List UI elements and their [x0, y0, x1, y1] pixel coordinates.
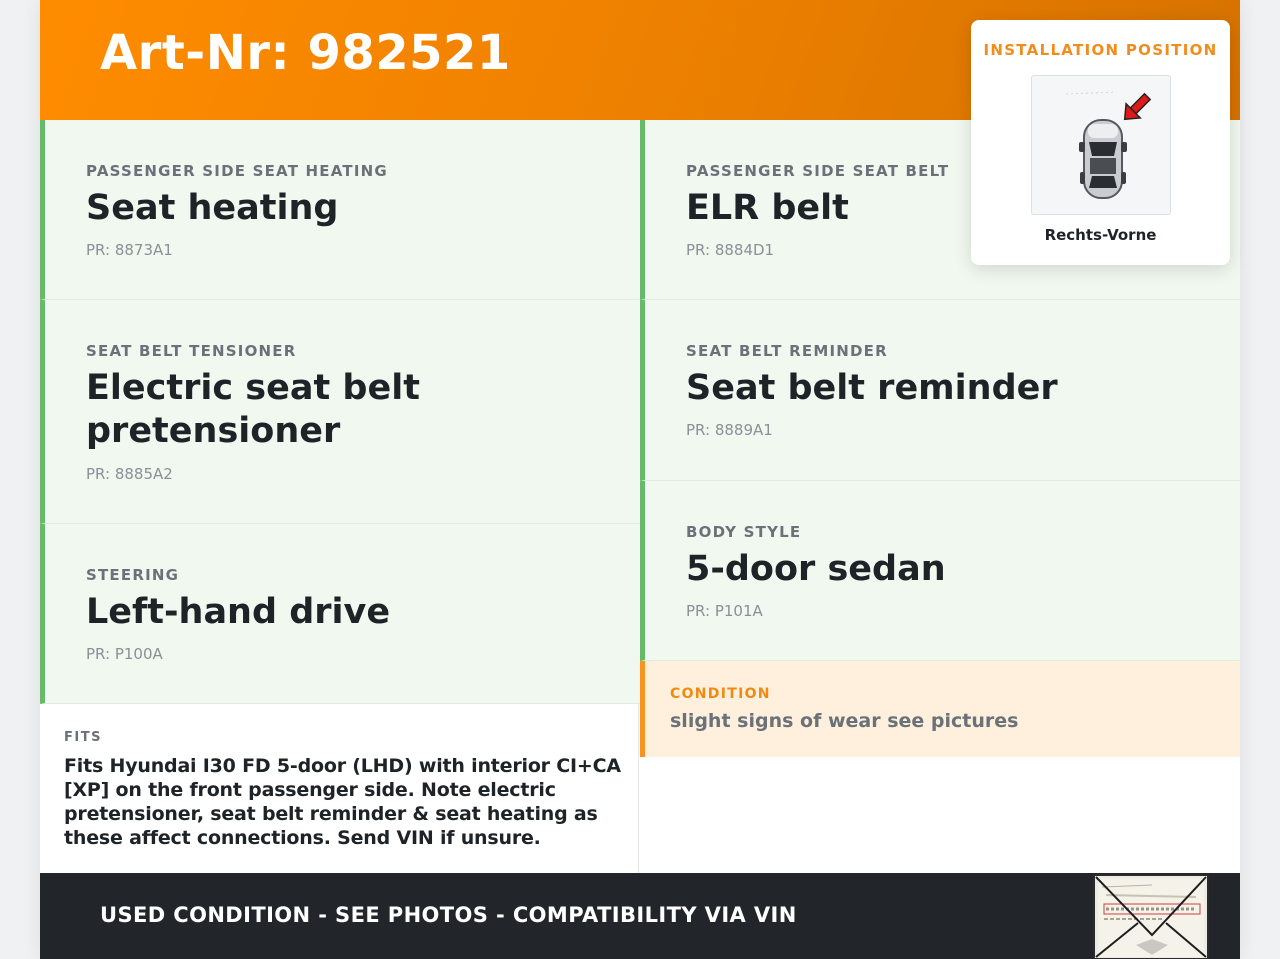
feature-value: Left-hand drive: [86, 592, 391, 632]
footer-text: USED CONDITION - SEE PHOTOS - COMPATIBILITY VIA VIN: [100, 903, 797, 927]
feature-label: SEAT BELT REMINDER: [686, 342, 888, 360]
vin-document-thumbnail: [1092, 873, 1210, 959]
fits-label: FITS: [64, 730, 102, 745]
feature-value: Electric seat belt pretensioner: [86, 368, 420, 451]
fits-text: Fits Hyundai I30 FD 5-door (LHD) with interior CI+CA [XP] on the front passenger side. Note electric pretensioner, seat belt reminder & seat heating as these affect connections. Send VIN if unsure.: [64, 755, 621, 849]
installation-title: INSTALLATION POSITION: [983, 41, 1218, 59]
feature-card-seat-heating: [40, 120, 640, 300]
condition-label: CONDITION: [670, 686, 771, 702]
fits-section: [40, 704, 639, 873]
condition-text: slight signs of wear see pictures: [670, 710, 1019, 732]
vin-envelope-icon: [1092, 873, 1210, 959]
feature-card-seat-belt-tensioner: [40, 300, 640, 524]
feature-label: BODY STYLE: [686, 523, 802, 541]
feature-value: 5-door sedan: [686, 549, 946, 589]
installation-image: [1031, 75, 1171, 215]
installation-caption: Rechts-Vorne: [1044, 226, 1157, 244]
feature-value: Seat belt reminder: [686, 368, 1058, 408]
feature-card-seat-belt-reminder: [640, 300, 1240, 481]
feature-pr-code: PR: 8884D1: [686, 241, 775, 259]
feature-pr-code: PR: P101A: [686, 602, 763, 620]
feature-value: ELR belt: [686, 188, 849, 228]
feature-label: STEERING: [86, 566, 180, 584]
feature-label: SEAT BELT TENSIONER: [86, 342, 297, 360]
car-top-view-icon: [1032, 76, 1170, 214]
installation-position-panel: [971, 20, 1230, 265]
feature-pr-code: PR: P100A: [86, 645, 163, 663]
feature-pr-code: PR: 8873A1: [86, 241, 173, 259]
feature-pr-code: PR: 8885A2: [86, 465, 173, 483]
feature-value: Seat heating: [86, 188, 339, 228]
feature-card-steering: [40, 524, 640, 704]
condition-section: [640, 661, 1240, 757]
article-number-title: Art-Nr: 982521: [100, 25, 511, 81]
feature-card-body-style: [640, 481, 1240, 661]
footer-bar: [40, 873, 1240, 959]
feature-pr-code: PR: 8889A1: [686, 421, 773, 439]
feature-label: PASSENGER SIDE SEAT HEATING: [86, 162, 388, 180]
feature-label: PASSENGER SIDE SEAT BELT: [686, 162, 950, 180]
